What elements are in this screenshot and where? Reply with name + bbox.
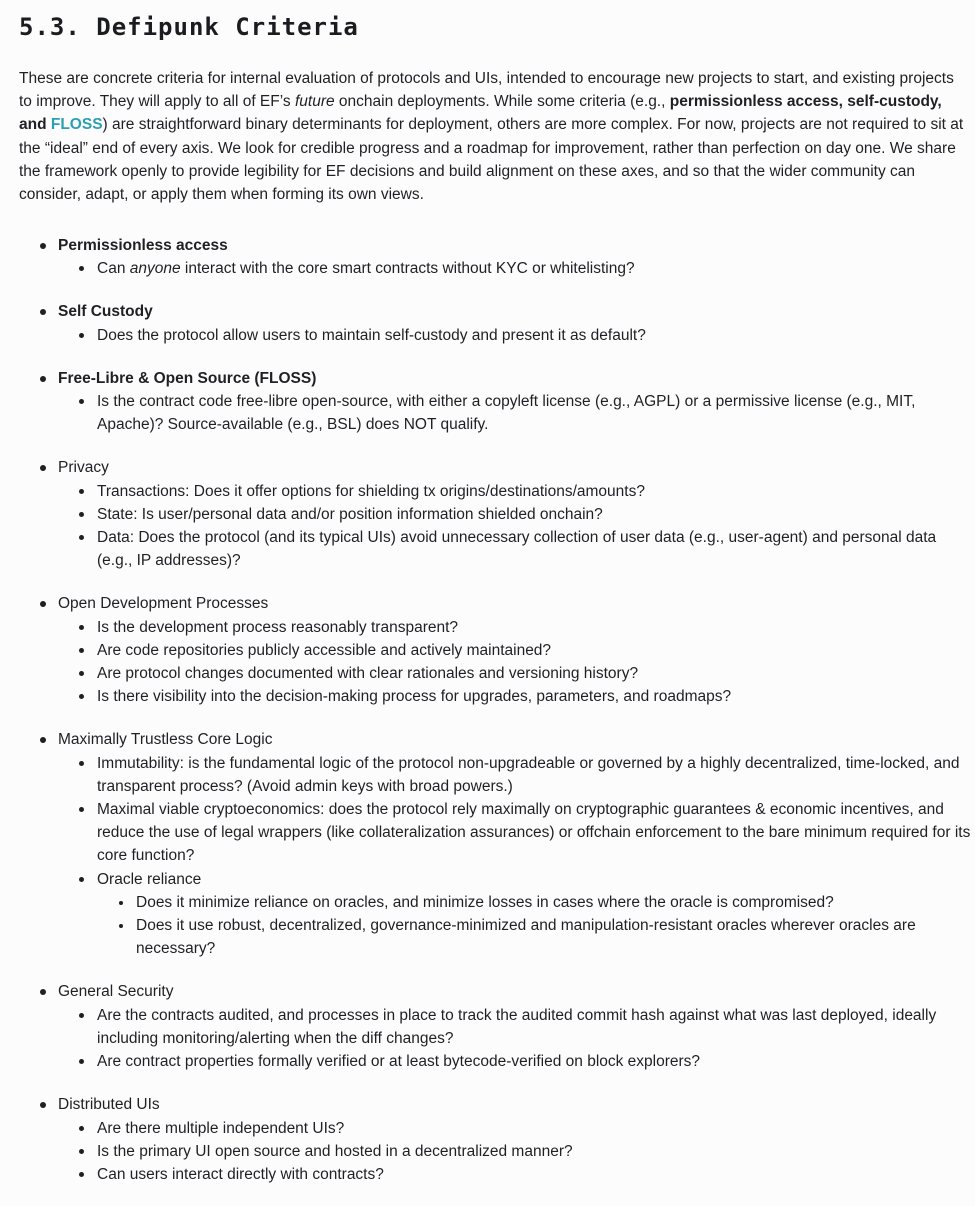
list-item: Are there multiple independent UIs?	[58, 1117, 973, 1140]
criterion-floss	[19, 367, 973, 437]
list-item: Can users interact directly with contracts?	[58, 1163, 973, 1186]
list-item: State: Is user/personal data and/or position information shielded onchain?	[58, 503, 973, 526]
list-item: Is the primary UI open source and hosted in a decentralized manner?	[58, 1140, 973, 1163]
intro-italic-future: future	[294, 93, 335, 111]
list-item: Immutability: is the fundamental logic of the protocol non-upgradeable or governed by a highly decentralized, time-locked, and transparent process? (Avoid admin keys with broad powers.)	[58, 752, 973, 798]
list-item: Are code repositories publicly accessible and actively maintained?	[58, 639, 973, 662]
intro-text-3: ) are straightforward binary determinants for deployment, others are more complex. For now, projects are not required to sit at the “ideal” end of every axis. We look for credible progress and a roadmap for improvement, rather than perfection on day one. We share the framework openly to provide legibility for EF decisions and build alignment on these axes, and so that the wider community can consider, adapt, or apply them when forming its own views.	[19, 116, 964, 204]
intro-text-1: These are concrete criteria for internal evaluation of protocols and UIs, intended to encourage new projects to start, and existing projects to improve. They will apply to all of EF’s	[19, 70, 954, 111]
section-title: 5.3. Defipunk Criteria	[19, 13, 359, 41]
list-item: Does it minimize reliance on oracles, and minimize losses in cases where the oracle is compromised?	[97, 891, 973, 914]
list-item: Maximal viable cryptoeconomics: does the protocol rely maximally on cryptographic guarantees & economic incentives, and reduce the use of legal wrappers (like collateralization assurances) or offchain enforcement to the bare minimum required for its core function?	[58, 798, 973, 868]
criterion-label: Privacy	[58, 459, 109, 477]
criterion-self-custody	[19, 300, 973, 346]
criterion-general-security	[19, 980, 973, 1073]
list-item: Is there visibility into the decision-making process for upgrades, parameters, and roadmaps?	[58, 685, 973, 708]
criterion-trustless-core-logic	[19, 728, 973, 960]
criterion-permissionless-access	[19, 234, 973, 280]
floss-link[interactable]: FLOSS	[50, 116, 103, 134]
criterion-label: Self Custody	[58, 303, 153, 321]
list-item: Are the contracts audited, and processes in place to track the audited commit hash against what was last deployed, ideally including monitoring/alerting when the diff changes?	[58, 1004, 973, 1050]
criterion-open-development	[19, 592, 973, 708]
list-item-oracle-reliance: Oracle reliance Does it minimize reliance on oracles, and minimize losses in cases where the oracle is compromised? Does it use robust, decentralized, governance-minimized and manipulation-resistant oracles wherever oracles are necessary?	[58, 868, 973, 961]
list-item: Transactions: Does it offer options for shielding tx origins/destinations/amounts?	[58, 480, 973, 503]
list-item: Is the development process reasonably transparent?	[58, 616, 973, 639]
criterion-distributed-uis	[19, 1093, 973, 1186]
list-item: Data: Does the protocol (and its typical UIs) avoid unnecessary collection of user data (e.g., user-agent) and personal data (e.g., IP addresses)?	[58, 526, 973, 572]
criterion-label: Open Development Processes	[58, 595, 269, 613]
criterion-label: Distributed UIs	[58, 1096, 160, 1114]
criterion-label: General Security	[58, 983, 174, 1001]
list-item: Are protocol changes documented with clear rationales and versioning history?	[58, 662, 973, 685]
intro-paragraph	[19, 67, 964, 206]
criterion-privacy	[19, 456, 973, 572]
list-item: Is the contract code free-libre open-source, with either a copyleft license (e.g., AGPL) or a permissive license (e.g., MIT, Apache)? Source-available (e.g., BSL) does NOT qualify.	[58, 390, 973, 436]
list-item: Does it use robust, decentralized, governance-minimized and manipulation-resistant oracles wherever oracles are necessary?	[97, 914, 973, 960]
intro-bold-criteria: permissionless access, self-custody, and	[19, 93, 942, 134]
list-item: Does the protocol allow users to maintain self-custody and present it as default?	[58, 324, 973, 347]
criterion-label: Permissionless access	[58, 237, 228, 254]
list-item: Can anyone interact with the core smart contracts without KYC or whitelisting?	[58, 257, 973, 280]
list-item: Are contract properties formally verified or at least bytecode-verified on block explorers?	[58, 1050, 973, 1073]
criteria-list	[19, 234, 973, 1206]
criterion-label: Free-Libre & Open Source (FLOSS)	[58, 369, 317, 387]
intro-text-2: onchain deployments. While some criteria (e.g.,	[334, 93, 670, 111]
criterion-label: Maximally Trustless Core Logic	[58, 731, 273, 749]
